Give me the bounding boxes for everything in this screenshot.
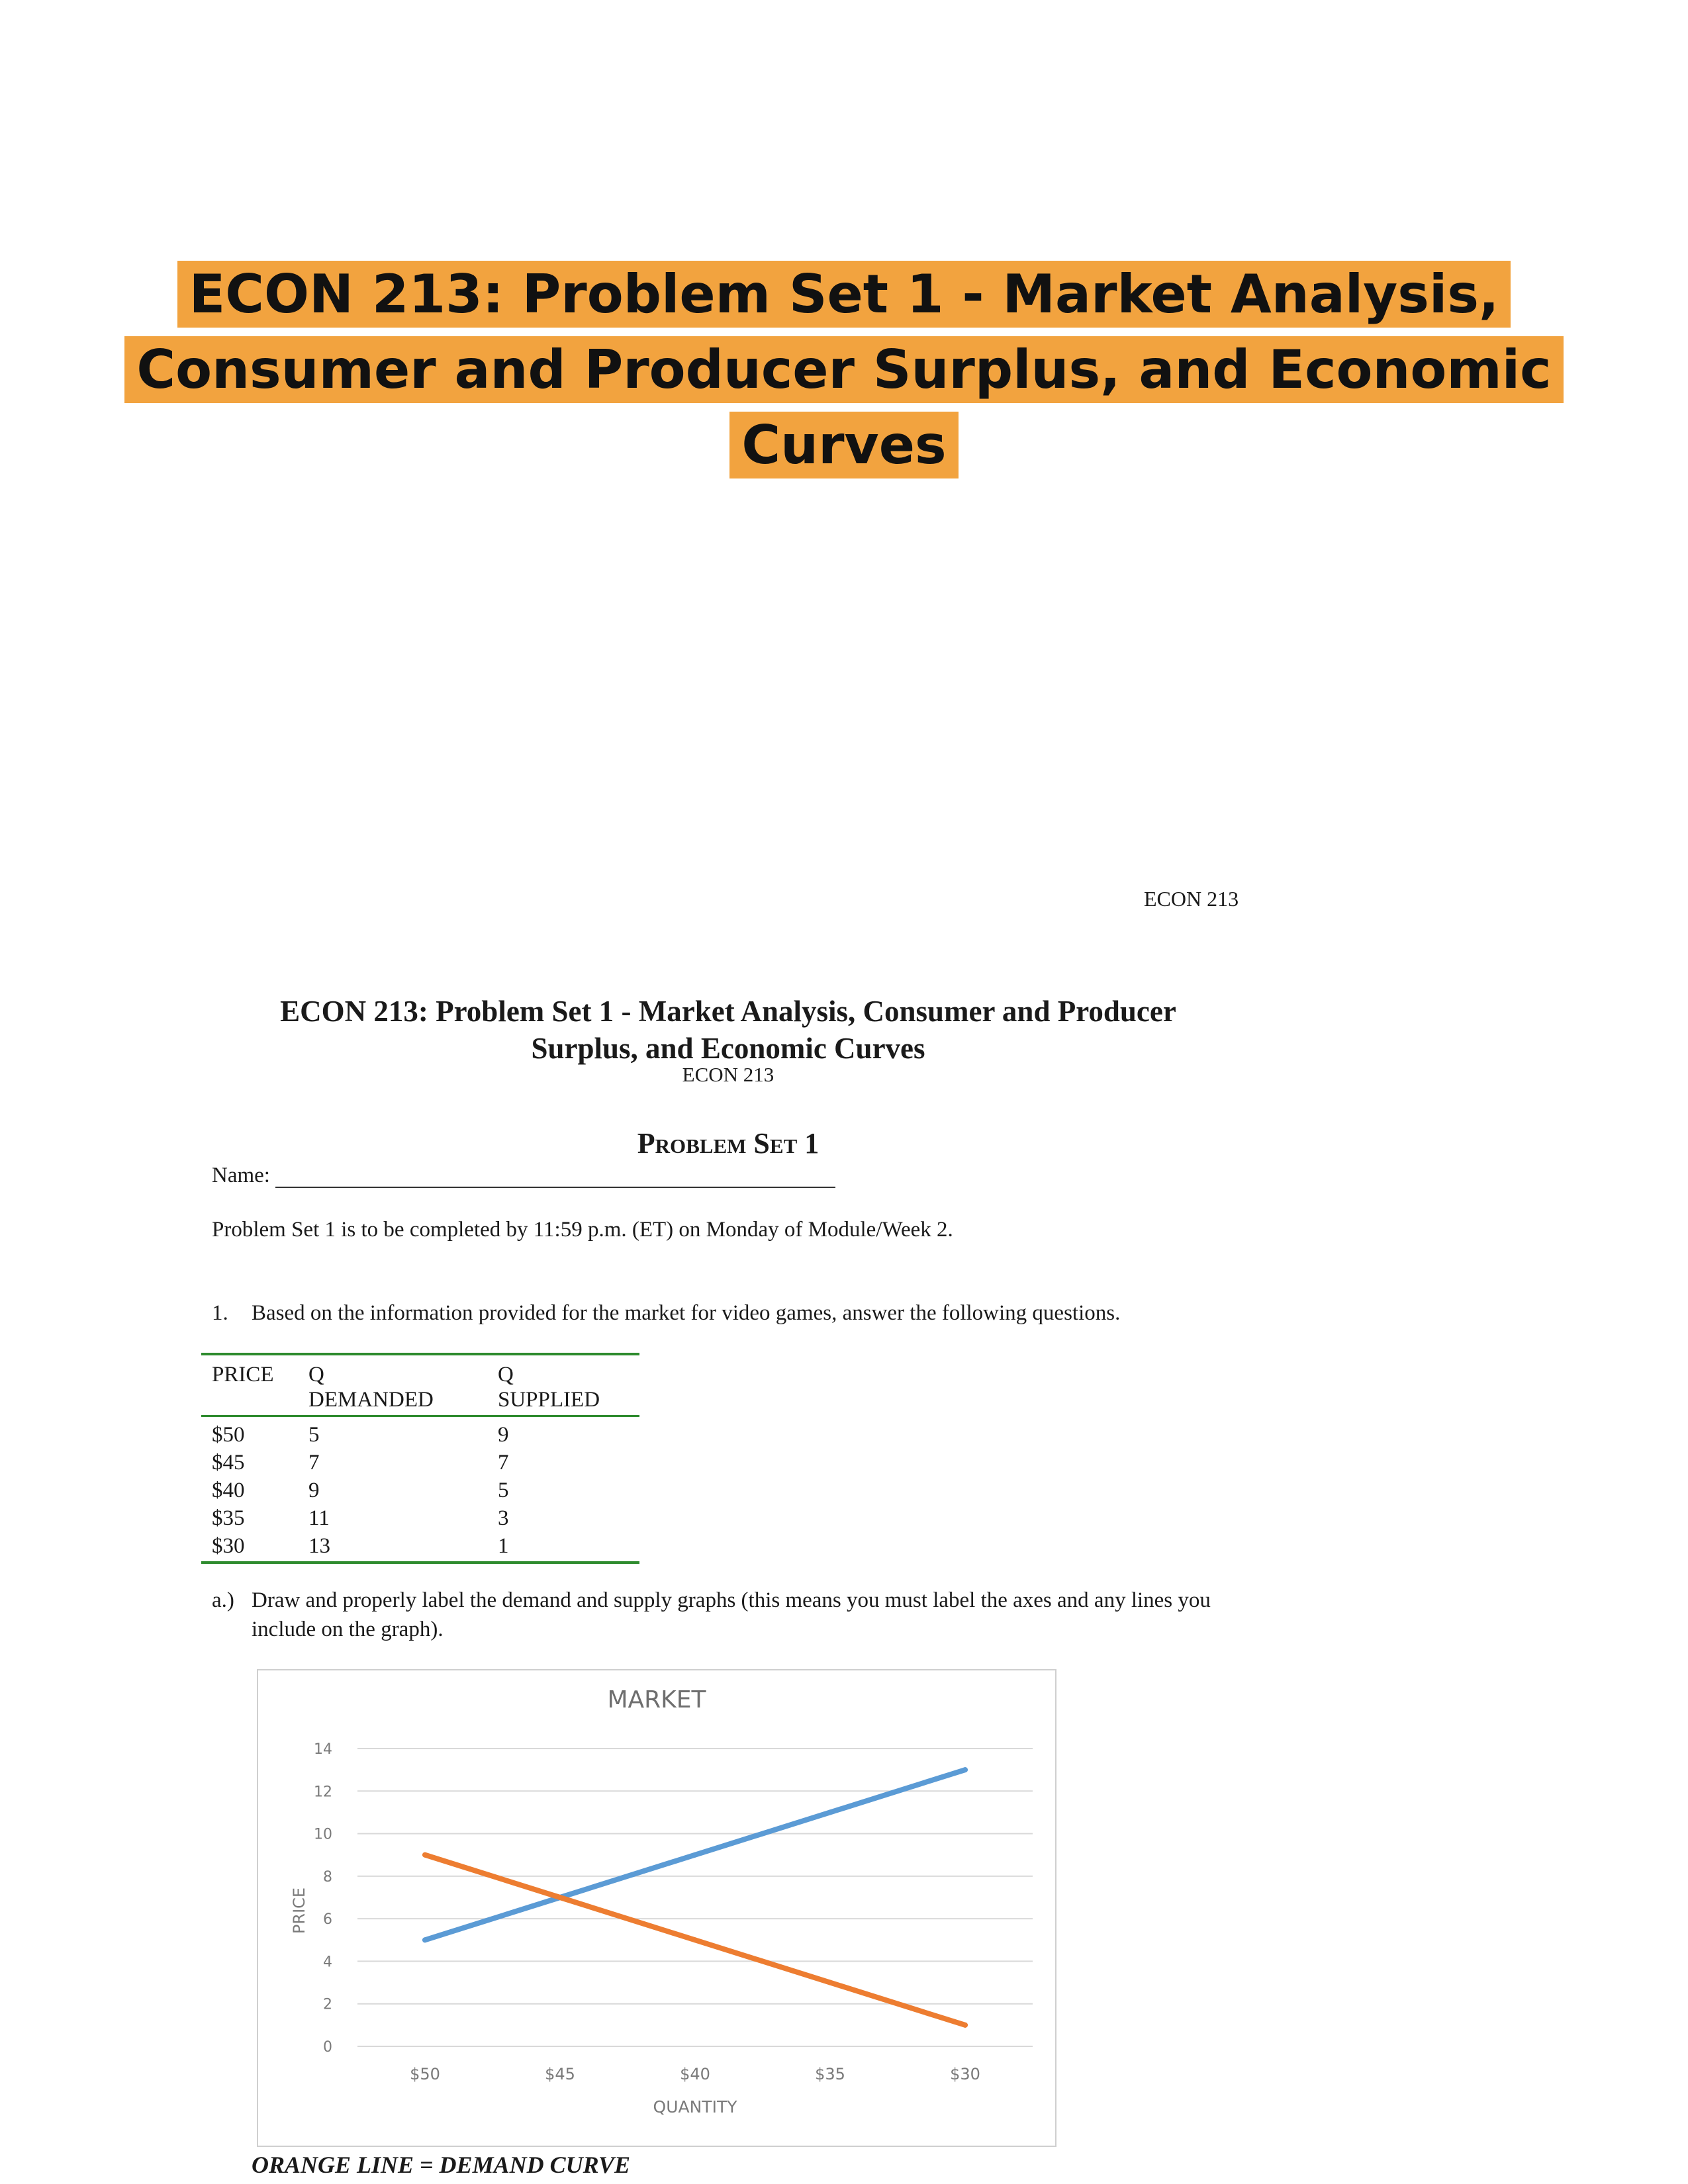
table-row bbox=[201, 1416, 639, 1449]
table-header-row bbox=[201, 1355, 639, 1416]
question-1a-text: Draw and properly label the demand and supply graphs (this means you must label the axes and any lines you include on the graph). bbox=[252, 1588, 1211, 1641]
name-field-row bbox=[212, 1163, 835, 1188]
q-demanded-cell: 13 bbox=[308, 1534, 330, 1558]
name-label: Name: bbox=[212, 1163, 270, 1187]
problem-set-heading: Problem Set 1 bbox=[637, 1127, 820, 1160]
data-point bbox=[422, 1937, 428, 1942]
document-title-line2: Surplus, and Economic Curves bbox=[531, 1032, 925, 1065]
table-row bbox=[201, 1477, 639, 1504]
data-point bbox=[557, 1895, 563, 1900]
y-tick-label: 4 bbox=[323, 1954, 332, 1971]
name-blank-line[interactable] bbox=[275, 1167, 835, 1188]
column-header-q-demanded: Q DEMANDED bbox=[298, 1355, 487, 1416]
y-tick-label: 6 bbox=[323, 1911, 332, 1929]
chart-title: MARKET bbox=[607, 1686, 706, 1713]
question-1-number: 1. bbox=[212, 1301, 228, 1325]
q-supplied-cell: 3 bbox=[498, 1506, 509, 1530]
data-point bbox=[692, 1852, 698, 1858]
price-cell: $45 bbox=[212, 1451, 245, 1475]
banner-title-line2: Consumer and Producer Surplus, and Economic bbox=[124, 336, 1563, 403]
x-tick-label: $40 bbox=[680, 2065, 710, 2083]
column-header-q-supplied: Q SUPPLIED bbox=[487, 1355, 639, 1416]
q-supplied-cell: 9 bbox=[498, 1423, 509, 1447]
x-tick-label: $35 bbox=[815, 2065, 845, 2083]
y-tick-label: 14 bbox=[314, 1741, 332, 1758]
x-tick-label: $50 bbox=[410, 2065, 440, 2083]
data-point bbox=[827, 1980, 833, 1985]
data-point bbox=[422, 1852, 428, 1858]
x-tick-label: $30 bbox=[950, 2065, 980, 2083]
y-tick-label: 10 bbox=[314, 1826, 332, 1843]
market-chart bbox=[257, 1669, 1056, 2147]
q-demanded-cell: 9 bbox=[308, 1479, 320, 1502]
data-point bbox=[962, 1767, 968, 1772]
table-row bbox=[201, 1449, 639, 1477]
document-subtitle: ECON 213 bbox=[682, 1063, 774, 1086]
q-demanded-cell: 11 bbox=[308, 1506, 330, 1530]
document-title bbox=[199, 993, 1258, 1067]
chart-plot bbox=[258, 1670, 1055, 2146]
question-1-text: Based on the information provided for the market for video games, answer the following questions. bbox=[252, 1301, 1121, 1325]
q-demanded-cell: 5 bbox=[308, 1423, 320, 1447]
x-tick-label: $45 bbox=[545, 2065, 575, 2083]
banner-title-line1: ECON 213: Problem Set 1 - Market Analysis, bbox=[177, 261, 1511, 328]
table-row bbox=[201, 1532, 639, 1561]
price-cell: $50 bbox=[212, 1423, 245, 1447]
banner-title-line3: Curves bbox=[729, 412, 958, 478]
data-point bbox=[962, 2023, 968, 2028]
q-demanded-cell: 7 bbox=[308, 1451, 320, 1475]
document-title-line1: ECON 213: Problem Set 1 - Market Analysis, Consumer and Producer bbox=[280, 995, 1176, 1028]
due-date-text: Problem Set 1 is to be completed by 11:59 p.m. (ET) on Monday of Module/Week 2. bbox=[212, 1218, 953, 1242]
y-tick-label: 12 bbox=[314, 1784, 332, 1801]
y-tick-label: 2 bbox=[323, 1996, 332, 2013]
y-axis-title: PRICE bbox=[290, 1887, 308, 1934]
price-cell: $40 bbox=[212, 1479, 245, 1502]
table-row bbox=[201, 1504, 639, 1532]
price-cell: $30 bbox=[212, 1534, 245, 1558]
q-supplied-cell: 5 bbox=[498, 1479, 509, 1502]
y-tick-label: 0 bbox=[323, 2039, 332, 2056]
question-1a bbox=[212, 1586, 1244, 1644]
running-header: ECON 213 bbox=[1144, 887, 1239, 911]
data-point bbox=[827, 1809, 833, 1815]
column-header-price: PRICE bbox=[201, 1355, 298, 1416]
q-supplied-cell: 7 bbox=[498, 1451, 509, 1475]
page-banner-title bbox=[0, 257, 1688, 483]
question-1 bbox=[212, 1301, 1120, 1326]
x-axis-title: QUANTITY bbox=[653, 2097, 737, 2116]
market-schedule-table bbox=[201, 1353, 639, 1564]
demand-curve-note: ORANGE LINE = DEMAND CURVE bbox=[252, 2152, 630, 2178]
price-cell: $35 bbox=[212, 1506, 245, 1530]
y-tick-label: 8 bbox=[323, 1868, 332, 1886]
question-1a-label: a.) bbox=[212, 1588, 234, 1612]
data-point bbox=[692, 1937, 698, 1942]
q-supplied-cell: 1 bbox=[498, 1534, 509, 1558]
